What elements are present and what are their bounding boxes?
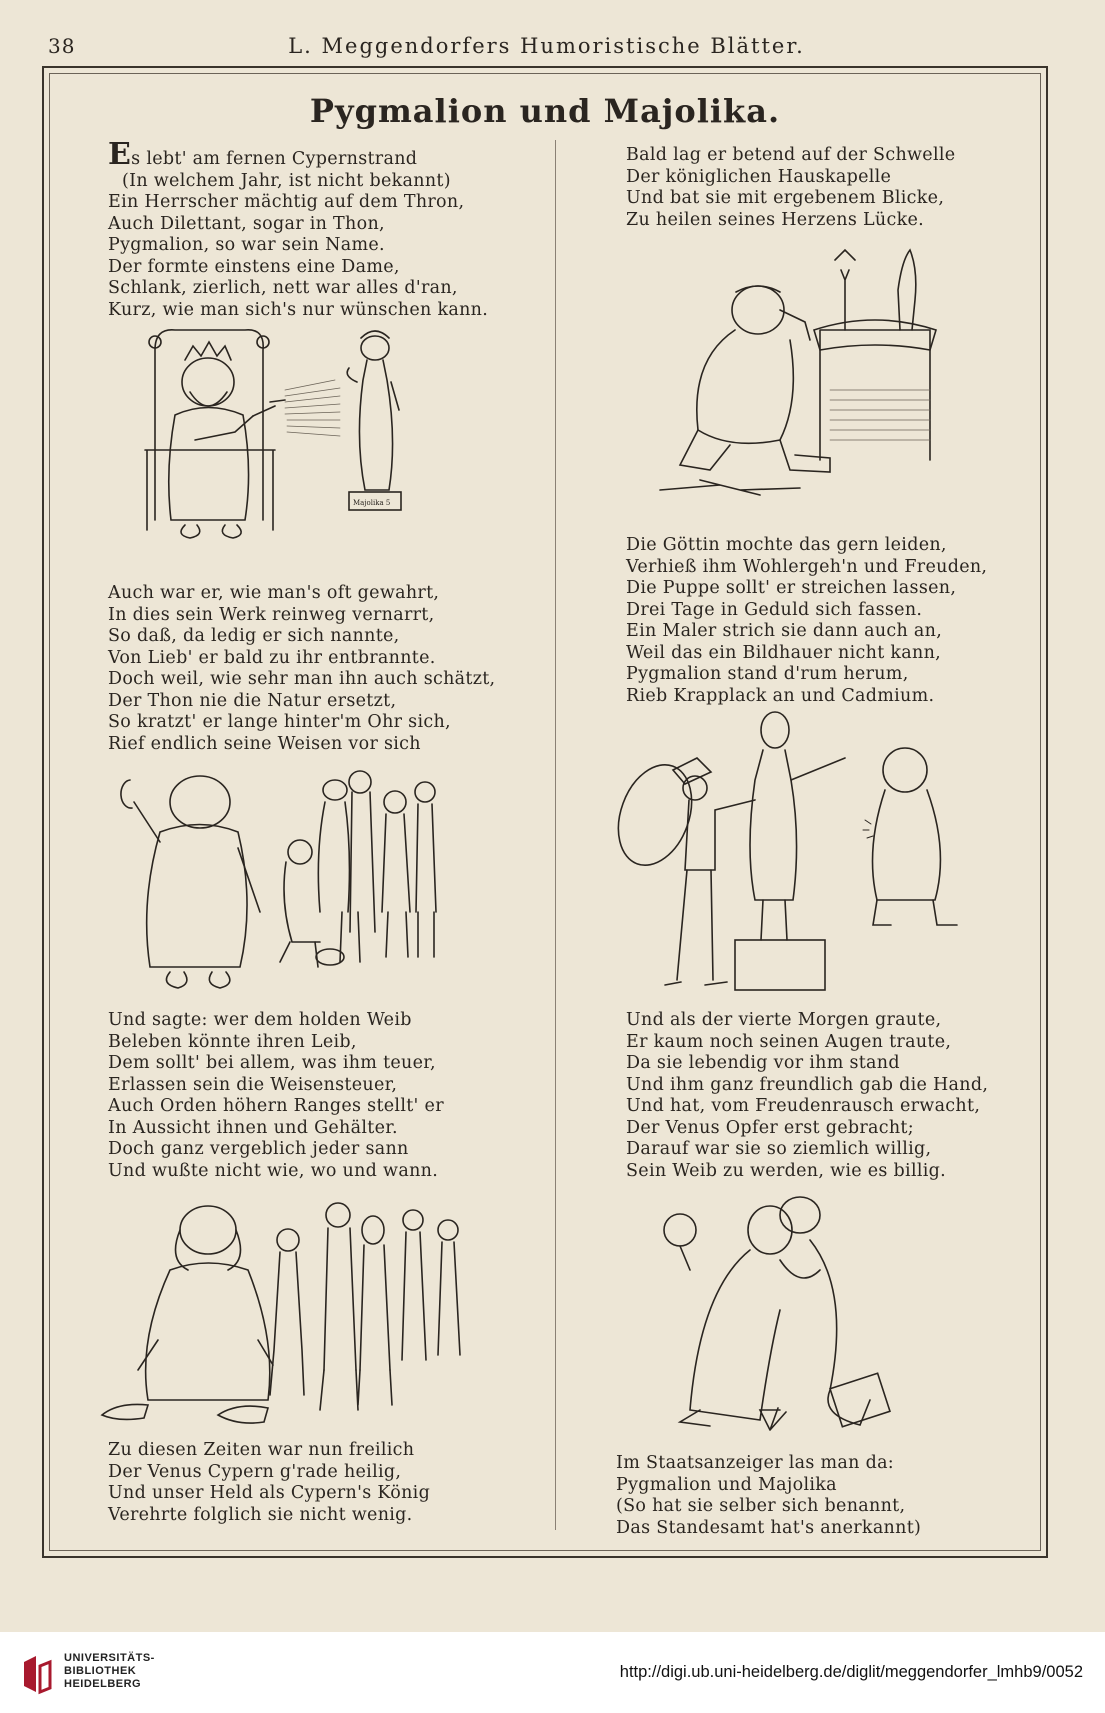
verse-line: Pygmalion stand d'rum herum, <box>626 664 909 684</box>
verse-line: (So hat sie selber sich benannt, <box>616 1496 906 1516</box>
verse-line: Der königlichen Hauskapelle <box>626 166 892 187</box>
verse-line: Dem sollt' bei allem, was ihm teuer, <box>108 1053 436 1073</box>
verse-line: Pygmalion, so war sein Name. <box>108 235 385 255</box>
verse-line: Erlassen sein die Weisensteuer, <box>108 1074 398 1095</box>
verse-line: Der Thon nie die Natur ersetzt, <box>108 690 397 711</box>
verse-line: Zu heilen seines Herzens Lücke. <box>626 209 924 230</box>
verse-line: So daß, da ledig er sich nannte, <box>108 626 400 646</box>
stanza-3 <box>108 1010 444 1182</box>
verse-line: Rieb Krapplack an und Cadmium. <box>626 685 935 706</box>
verse-line: Die Göttin mochte das gern leiden, <box>626 535 947 555</box>
verse-line: Im Staatsanzeiger las man da: <box>616 1453 895 1473</box>
verse-line: Und als der vierte Morgen graute, <box>626 1010 942 1030</box>
verse-line: Doch ganz vergeblich jeder sann <box>108 1139 409 1159</box>
illustration-king-with-statue <box>135 320 445 578</box>
page-header <box>48 34 1045 62</box>
stanza-6 <box>626 535 987 707</box>
verse-line: Weil das ein Bildhauer nicht kann, <box>626 642 942 663</box>
illustration-king-summons-wise-men <box>120 762 480 1007</box>
verse-line: Und wußte nicht wie, wo und wann. <box>108 1160 439 1181</box>
verse-line: Auch Orden höhern Ranges stellt' er <box>108 1096 444 1116</box>
library-name-line: HEIDELBERG <box>64 1678 142 1690</box>
page-number: 38 <box>48 34 76 58</box>
verse-line: Es lebt' am fernen Cypernstrand <box>108 137 418 172</box>
verse-line: In Aussicht ihnen und Gehälter. <box>108 1117 398 1138</box>
source-url-link[interactable]: http://digi.ub.uni-heidelberg.de/diglit/meggendorfer_lmhb9/0052 <box>619 1663 1083 1681</box>
verse-line: In dies sein Werk reinweg vernarrt, <box>108 604 435 625</box>
verse-line: Der Venus Opfer erst gebracht; <box>626 1117 914 1138</box>
verse-line: Und sagte: wer dem holden Weib <box>108 1010 412 1030</box>
library-name-line: BIBLIOTHEK <box>64 1665 137 1677</box>
verse-line: Rief endlich seine Weisen vor sich <box>108 733 421 754</box>
verse-line: Verehrte folglich sie nicht wenig. <box>108 1504 413 1525</box>
verse-line: Die Puppe sollt' er streichen lassen, <box>626 578 957 598</box>
poem-title: Pygmalion und Majolika. <box>309 92 781 130</box>
plinth-label: Majolika 5 <box>353 499 391 507</box>
verse-line: Verhieß ihm Wohlergeh'n und Freuden, <box>626 556 988 577</box>
illustration-despairing-king <box>98 1190 478 1435</box>
verse-line: (In welchem Jahr, ist nicht bekannt) <box>122 170 451 191</box>
verse-line: Zu diesen Zeiten war nun freilich <box>108 1440 415 1460</box>
library-name-line: UNIVERSITÄTS- <box>64 1652 155 1664</box>
verse-line: Da sie lebendig vor ihm stand <box>626 1053 900 1073</box>
verse-line: So kratzt' er lange hinter'm Ohr sich, <box>108 712 451 732</box>
verse-line: Schlank, zierlich, nett war alles d'ran, <box>108 278 458 298</box>
stanza-8 <box>616 1453 921 1539</box>
verse-line: Und unser Held als Cypern's König <box>108 1483 431 1503</box>
stanza-1 <box>108 137 489 321</box>
verse-line: Und bat sie mit ergebenem Blicke, <box>626 188 945 208</box>
illustration-king-praying <box>640 240 940 515</box>
illustration-painter-and-statue <box>615 700 975 1005</box>
verse-line: Auch war er, wie man's oft gewahrt, <box>108 583 440 603</box>
stanza-4 <box>108 1440 430 1526</box>
stanza-5 <box>626 145 955 231</box>
verse-line: Drei Tage in Geduld sich fassen. <box>626 599 923 620</box>
stanza-7 <box>626 1010 988 1182</box>
column-divider <box>555 140 556 1530</box>
university-library-logo-icon <box>20 1652 54 1696</box>
illustration-embrace <box>660 1190 920 1440</box>
verse-line: Ein Herrscher mächtig auf dem Thron, <box>108 192 465 212</box>
library-name <box>64 1652 155 1691</box>
verse-line: Doch weil, wie sehr man ihn auch schätzt, <box>108 669 496 689</box>
verse-line: Auch Dilettant, sogar in Thon, <box>108 213 385 234</box>
verse-line: Und hat, vom Freudenrausch erwacht, <box>626 1096 981 1116</box>
verse-line: Das Standesamt hat's anerkannt) <box>616 1517 922 1538</box>
verse-text: s lebt' am fernen Cypernstrand <box>131 149 418 169</box>
stanza-2 <box>108 583 495 755</box>
verse-line: Der formte einstens eine Dame, <box>108 256 400 277</box>
verse-line: Und ihm ganz freundlich gab die Hand, <box>626 1074 989 1095</box>
verse-line: Kurz, wie man sich's nur wünschen kann. <box>108 299 489 320</box>
verse-line: Beleben könnte ihren Leib, <box>108 1031 357 1052</box>
verse-line: Sein Weib zu werden, wie es billig. <box>626 1160 947 1181</box>
verse-line: Von Lieb' er bald zu ihr entbrannte. <box>108 647 436 668</box>
running-title: L. Meggendorfers Humoristische Blätter. <box>288 34 805 58</box>
verse-line: Bald lag er betend auf der Schwelle <box>626 145 956 165</box>
verse-line: Er kaum noch seinen Augen traute, <box>626 1031 952 1052</box>
verse-line: Ein Maler strich sie dann auch an, <box>626 621 943 641</box>
verse-line: Pygmalion und Majolika <box>616 1474 837 1495</box>
verse-line: Darauf war sie so ziemlich willig, <box>626 1139 932 1159</box>
verse-line: Der Venus Cypern g'rade heilig, <box>108 1461 402 1482</box>
